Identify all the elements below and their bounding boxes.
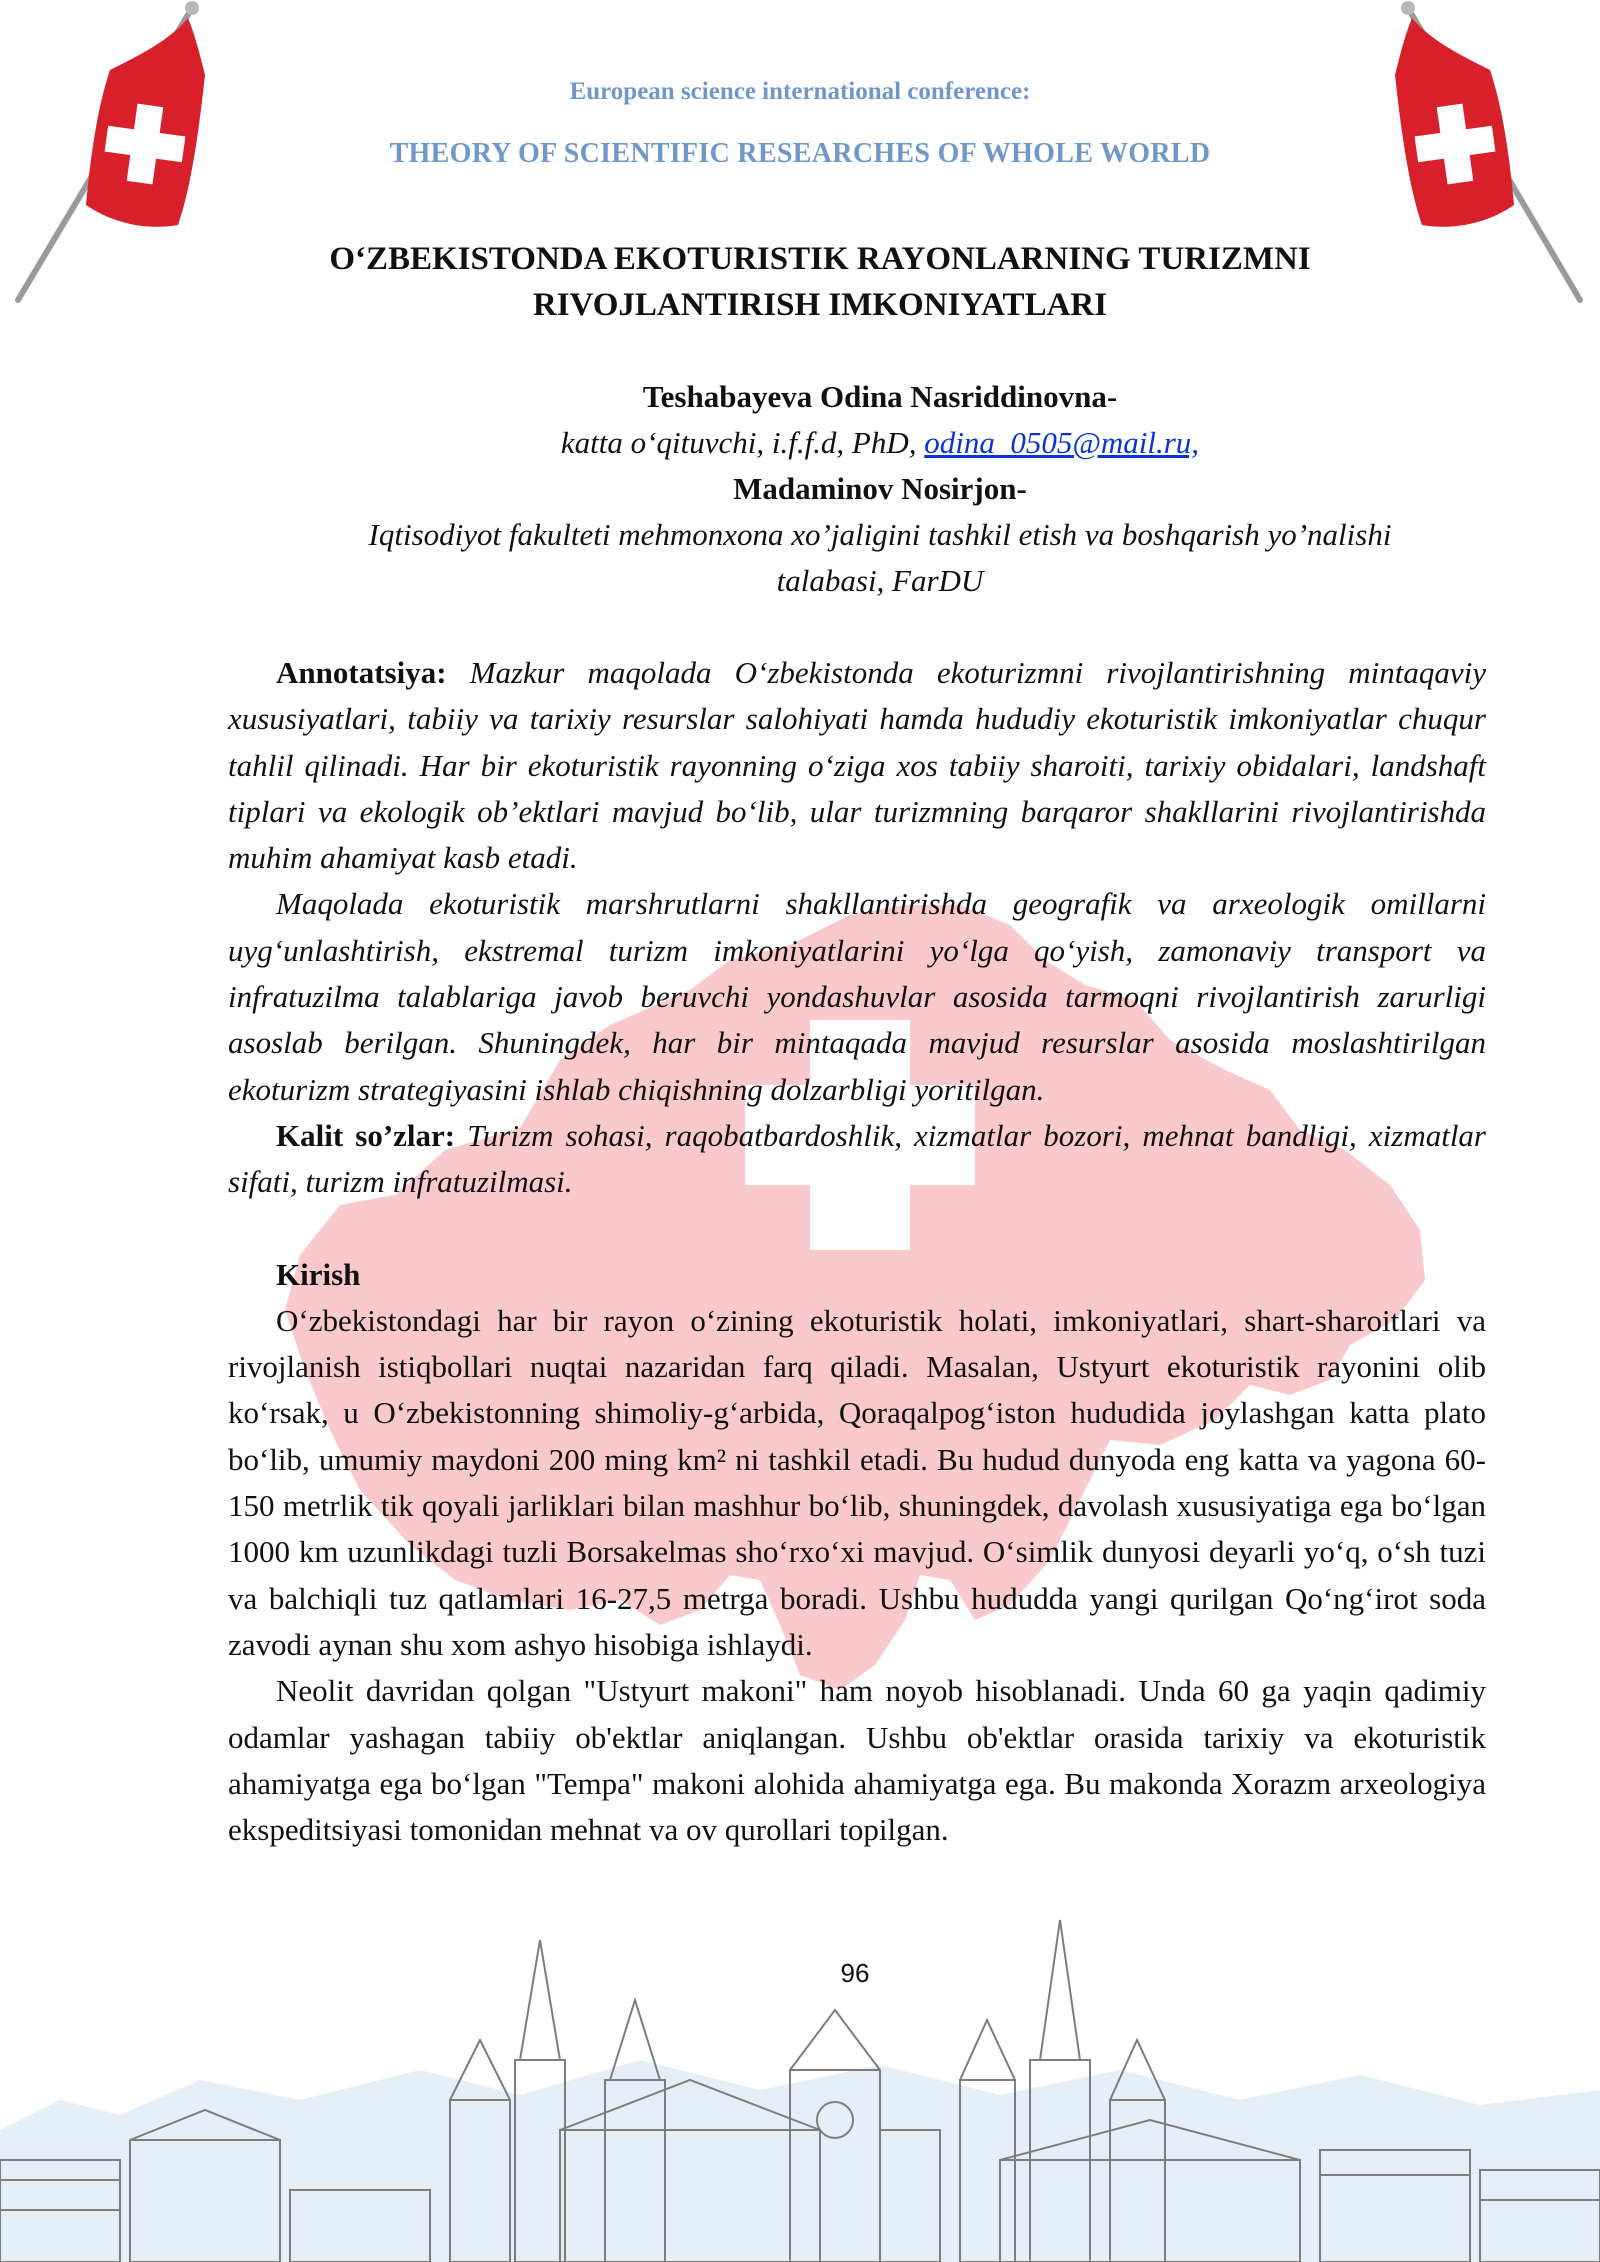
author-2-affiliation-line-2: talabasi, FarDU xyxy=(776,563,984,598)
author-1 xyxy=(230,374,1530,466)
author-2-affiliation-line-1: Iqtisodiyot fakulteti mehmonxona xo’jaligini tashkil etish va boshqarish yo’nalishi xyxy=(368,517,1392,552)
author-1-position: katta o‘qituvchi, i.f.f.d, PhD, xyxy=(560,425,917,460)
author-1-email-link[interactable]: odina_0505@mail.ru, xyxy=(924,425,1200,460)
abstract-text-1: Mazkur maqolada O‘zbekistonda ekoturizmni rivojlantirishning mintaqaviy xususiyatlari, tabiiy va tarixiy resurslar salohiyati hamda hududiy ekoturistik imkoniyatlar chuqur tahlil qilinadi. Har bir ekoturistik rayonning o‘ziga xos tabiiy sharoiti, tarixiy obidalari, landshaft tiplari va ekologik ob’ektlari mavjud bo‘lib, ular turizmning barqaror shakllarini rivojlantirishda muhim ahamiyat kasb etadi. xyxy=(228,655,1486,876)
city-skyline-illustration xyxy=(0,1900,1600,2262)
article-body xyxy=(228,650,1486,1853)
title-line-1: O‘ZBEKISTONDA EKOTURISTIK RAYONLARNING TURIZMNI xyxy=(329,241,1311,277)
author-1-name: Teshabayeva Odina Nasriddinovna- xyxy=(642,379,1118,414)
conference-theme: THEORY OF SCIENTIFIC RESEARCHES OF WHOLE WORLD xyxy=(389,138,1211,169)
body-paragraph-1: O‘zbekistondagi har bir rayon o‘zining ekoturistik holati, imkoniyatlari, shart-sharoitlari va rivojlanish istiqbollari nuqtai nazaridan farq qiladi. Masalan, Ustyurt ekoturistik rayonini olib ko‘rsak, u O‘zbekistonning shimoliy-g‘arbida, Qoraqalpog‘iston hududida joylashgan katta plato bo‘lib, umumiy maydoni 200 ming km² ni tashkil etadi. Bu hudud dunyoda eng katta va yagona 60-150 metrlik tik qoyali jarliklari bilan mashhur bo‘lib, shuningdek, davolash xususiyatiga ega bo‘lgan 1000 km uzunlikdagi tuzli Borsakelmas sho‘rxo‘xi mavjud. O‘simlik dunyosi deyarli yo‘q, o‘sh tuzi va balchiqli tuz qatlamlari 16-27,5 metrga boradi. Ushbu hududda yangi qurilgan Qo‘ng‘irot soda zavodi aynan shu xom ashyo hisobiga ishlaydi. xyxy=(228,1302,1486,1662)
conference-name: European science international conference: xyxy=(569,78,1031,105)
author-1-affiliation xyxy=(230,420,1530,466)
keywords-text: Turizm sohasi, raqobatbardoshlik, xizmatlar bozori, mehnat bandligi, xizmatlar sifati, turizm infratuzilmasi. xyxy=(228,1117,1487,1200)
author-2-name: Madaminov Nosirjon- xyxy=(733,471,1027,506)
author-2 xyxy=(230,466,1530,604)
body-paragraph-2: Neolit davridan qolgan "Ustyurt makoni" ham noyob hisoblanadi. Unda 60 ga yaqin qadimiy odamlar yashagan tabiiy ob'ektlar aniqlangan. Ushbu ob'ektlar orasida tarixiy va ekoturistik ahamiyatga ega bo‘lgan "Tempa" makoni alohida ahamiyatga ega. Bu makonda Xorazm arxeologiya ekspeditsiyasi tomonidan mehnat va ov qurollari topilgan. xyxy=(228,1673,1486,1848)
keywords-label: Kalit so’zlar: xyxy=(276,1117,456,1153)
paper-title xyxy=(230,236,1410,328)
section-heading-kirish: Kirish xyxy=(276,1256,361,1292)
page-number: 96 xyxy=(840,1958,870,1988)
abstract-paragraph-1 xyxy=(228,650,1486,881)
abstract-label: Annotatsiya: xyxy=(276,655,447,690)
keywords-paragraph xyxy=(228,1113,1486,1206)
abstract-paragraph-2: Maqolada ekoturistik marshrutlarni shakllantirishda geografik va arxeologik omillarni uyg‘unlashtirish, ekstremal turizm imkoniyatlarini yo‘lga qo‘yish, zamonaviy transport va infratuzilma talablariga javob beruvchi yondashuvlar asosida tarmoqni rivojlantirish zarurligi asoslab berilgan. Shuningdek, har bir mintaqada mavjud resurslar asosida moslashtirilgan ekoturizm strategiyasini ishlab chiqishning dolzarbligi yoritilgan. xyxy=(228,886,1486,1107)
title-line-2: RIVOJLANTIRISH IMKONIYATLARI xyxy=(532,287,1108,323)
